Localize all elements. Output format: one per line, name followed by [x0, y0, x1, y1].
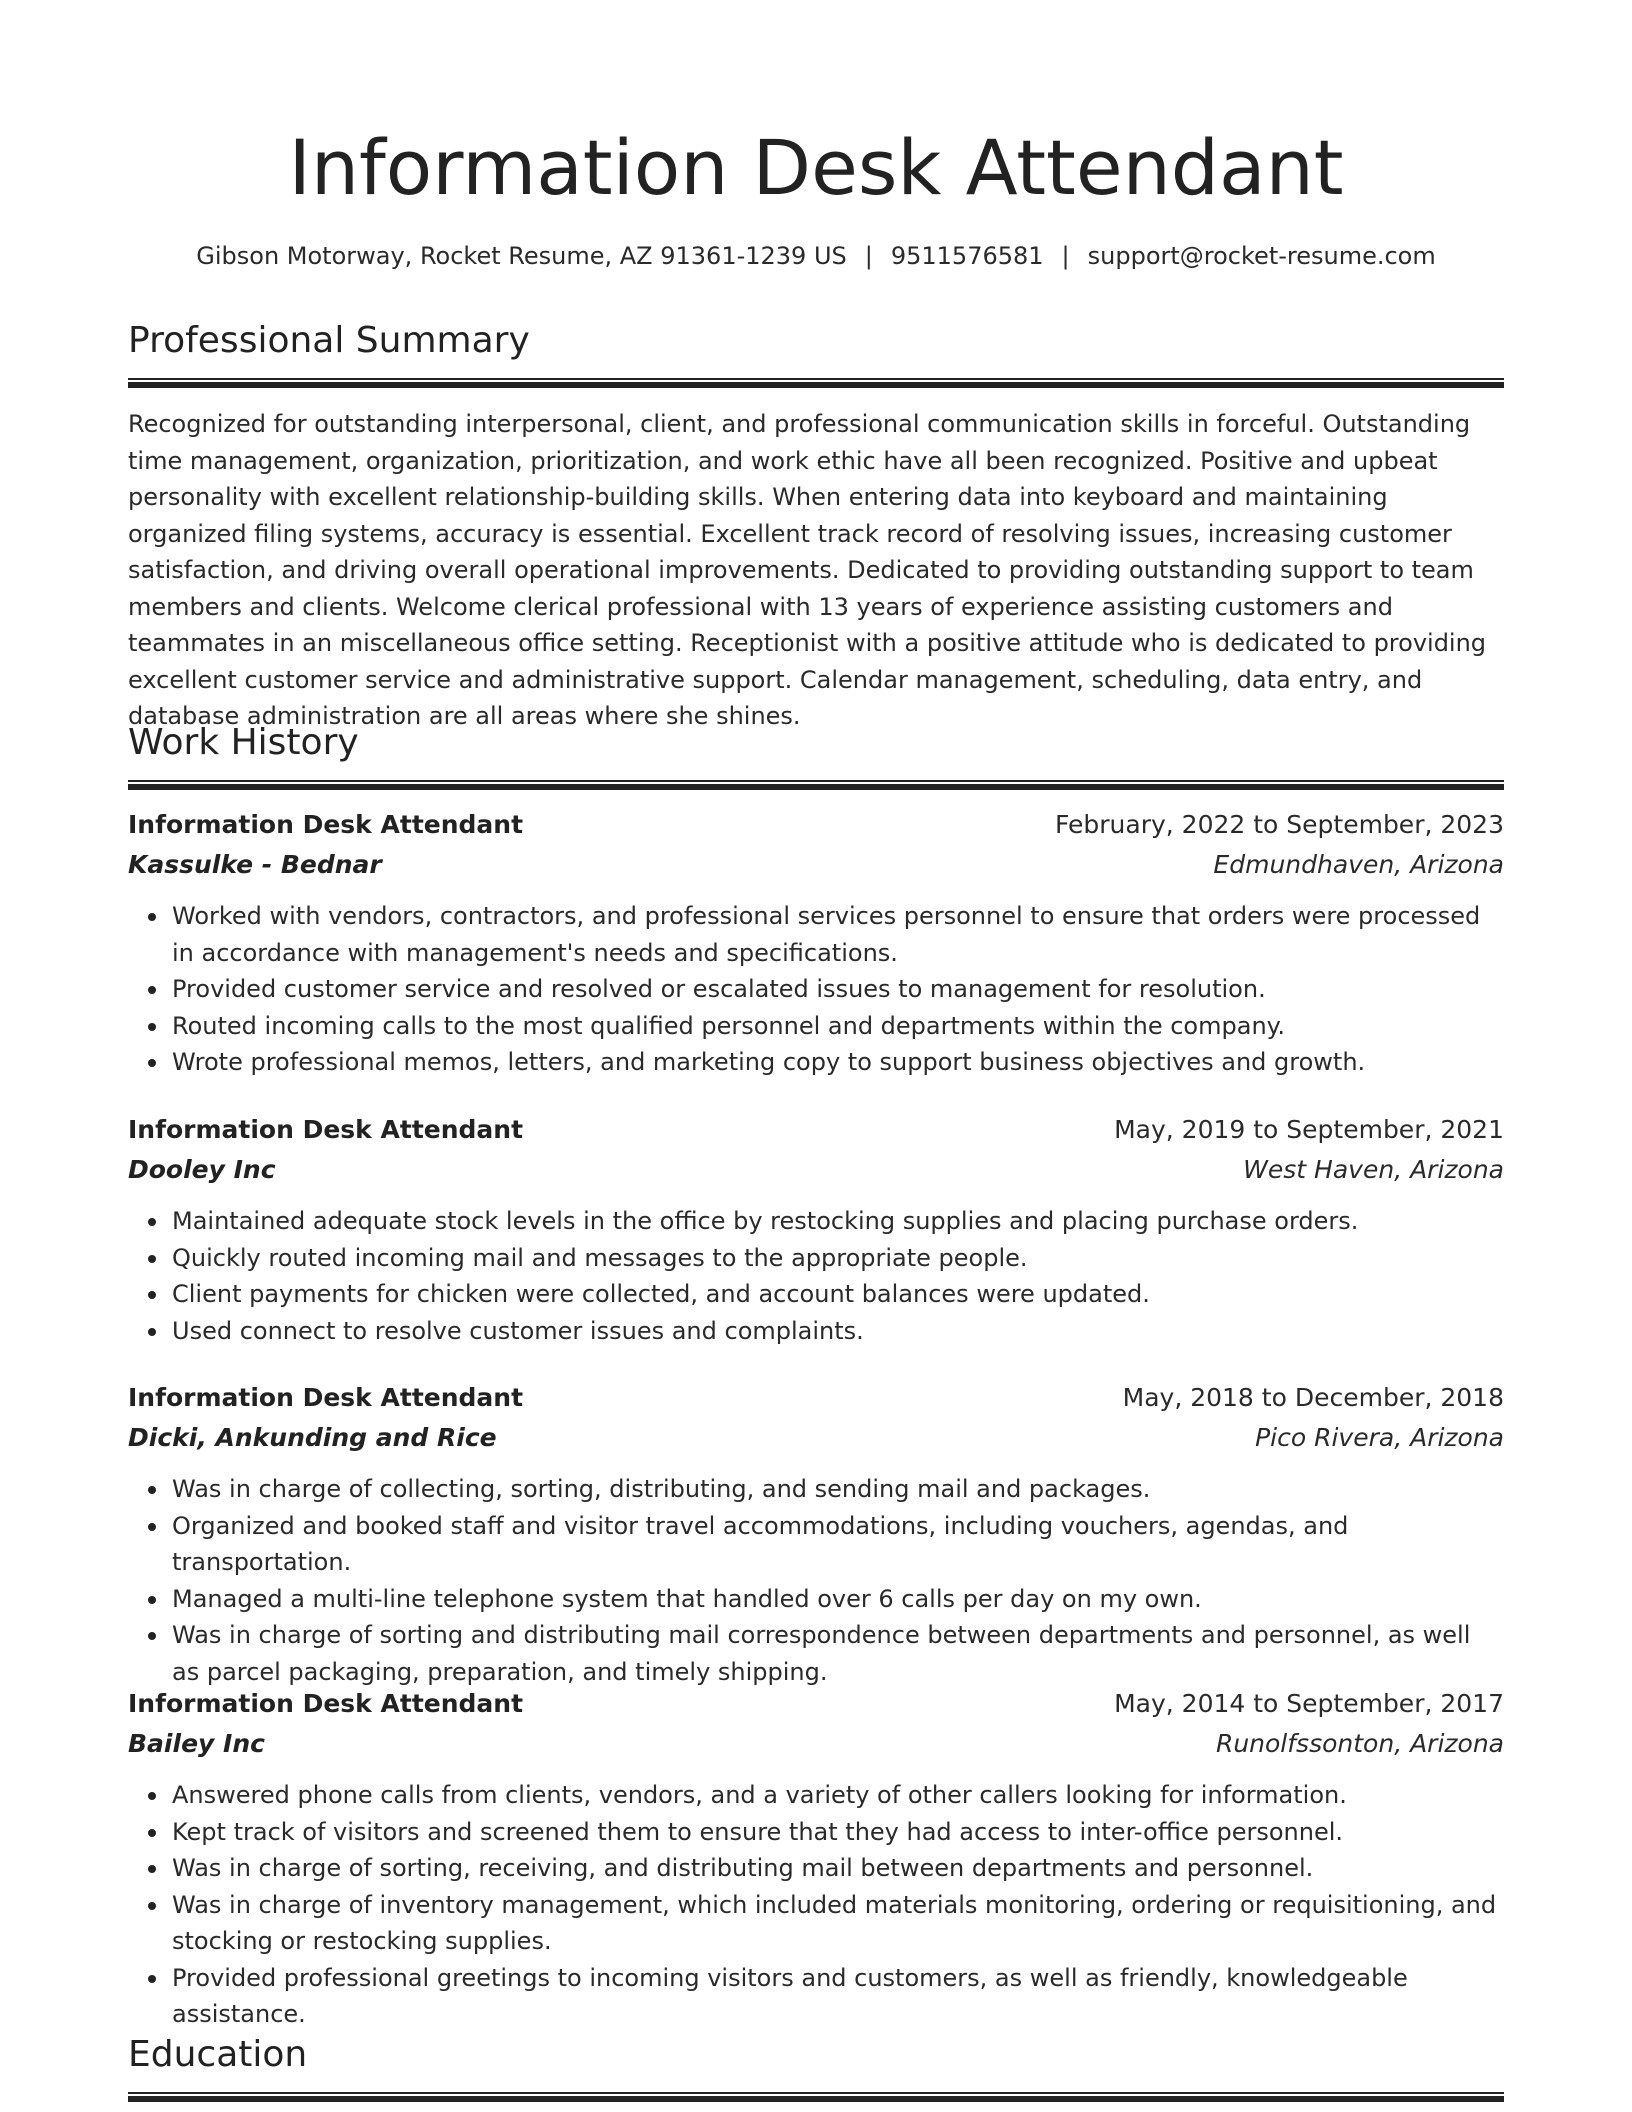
job-bullet: Maintained adequate stock levels in the office by restocking supplies and placing purchase orders.: [172, 1203, 1504, 1240]
job-company-row: [128, 1724, 1504, 1764]
job-company-row: [128, 1150, 1504, 1190]
candidate-name: Information Desk Attendant: [288, 123, 1344, 212]
section-title-work: Work History: [128, 722, 359, 763]
job-header-row: [128, 805, 1504, 845]
section-title-summary: Professional Summary: [128, 320, 530, 361]
job-company-row: [128, 1418, 1504, 1458]
job-header-row: [128, 1684, 1504, 1724]
job-location: Pico Rivera, Arizona: [1255, 1423, 1504, 1452]
contact-line: [128, 236, 1504, 276]
job-title: Information Desk Attendant: [128, 1383, 524, 1412]
section-divider: [128, 780, 1504, 790]
job-company: Dicki, Ankunding and Rice: [128, 1423, 497, 1452]
contact-email[interactable]: support@rocket-resume.com: [1087, 242, 1436, 270]
job-bullets: [128, 898, 1504, 1081]
section-title-education: Education: [128, 2034, 308, 2075]
job-bullets: [128, 1203, 1504, 1349]
job-bullet: Used connect to resolve customer issues and complaints.: [172, 1313, 1504, 1350]
job-bullet: Client payments for chicken were collected, and account balances were updated.: [172, 1276, 1504, 1313]
job-location: Edmundhaven, Arizona: [1213, 850, 1504, 879]
job-bullet: Managed a multi-line telephone system that handled over 6 calls per day on my own.: [172, 1581, 1504, 1618]
job-bullet: Organized and booked staff and visitor travel accommodations, including vouchers, agendas, and transportation.: [172, 1508, 1504, 1581]
job-bullet: Quickly routed incoming mail and messages to the appropriate people.: [172, 1240, 1504, 1277]
contact-separator: |: [864, 242, 873, 270]
job-title: Information Desk Attendant: [128, 1689, 524, 1718]
job-bullet: Worked with vendors, contractors, and professional services personnel to ensure that orders were processed in accordance with management's needs and specifications.: [172, 898, 1504, 971]
job-bullet: Was in charge of sorting and distributing mail correspondence between departments and personnel, as well as parcel packaging, preparation, and timely shipping.: [172, 1617, 1504, 1690]
job-bullet: Provided professional greetings to incoming visitors and customers, as well as friendly, knowledgeable assistance.: [172, 1960, 1504, 2033]
contact-separator: |: [1061, 242, 1070, 270]
summary-text: Recognized for outstanding interpersonal, client, and professional communication skills in forceful. Outstanding time management, organization, prioritization, and work ethic have all been recognized. Positive and upbeat personality with excellent relationship-building skills. When entering data into keyboard and maintaining organized filing systems, accuracy is essential. Excellent track record of resolving issues, increasing customer satisfaction, and driving overall operational improvements. Dedicated to providing outstanding support to team members and clients. Welcome clerical professional with 13 years of experience assisting customers and teammates in an miscellaneous office setting. Receptionist with a positive attitude who is dedicated to providing excellent customer service and administrative support. Calendar management, scheduling, data entry, and database administration are all areas where she shines.: [128, 410, 1487, 730]
professional-summary-header: [128, 316, 1504, 388]
job-dates: May, 2019 to September, 2021: [1114, 1115, 1504, 1144]
job-bullet: Routed incoming calls to the most qualified personnel and departments within the company.: [172, 1008, 1504, 1045]
job-title: Information Desk Attendant: [128, 810, 524, 839]
job-entry: [128, 1378, 1504, 1690]
job-entry: [128, 1110, 1504, 1349]
job-title: Information Desk Attendant: [128, 1115, 524, 1144]
job-bullet: Was in charge of inventory management, which included materials monitoring, ordering or requisitioning, and stocking or restocking supplies.: [172, 1887, 1504, 1960]
job-header-row: [128, 1110, 1504, 1150]
job-bullet: Provided customer service and resolved or escalated issues to management for resolution.: [172, 971, 1504, 1008]
job-company-row: [128, 845, 1504, 885]
job-location: Runolfssonton, Arizona: [1215, 1729, 1504, 1758]
job-bullet: Answered phone calls from clients, vendors, and a variety of other callers looking for information.: [172, 1777, 1504, 1814]
section-divider: [128, 378, 1504, 388]
job-company: Bailey Inc: [128, 1729, 265, 1758]
job-bullets: [128, 1777, 1504, 2033]
job-bullet: Kept track of visitors and screened them to ensure that they had access to inter-office personnel.: [172, 1814, 1504, 1851]
section-divider: [128, 2092, 1504, 2102]
job-company: Kassulke - Bednar: [128, 850, 382, 879]
job-entry: [128, 1684, 1504, 2033]
job-header-row: [128, 1378, 1504, 1418]
job-dates: May, 2014 to September, 2017: [1114, 1689, 1504, 1718]
job-location: West Haven, Arizona: [1243, 1155, 1504, 1184]
job-entry: [128, 805, 1504, 1081]
job-bullet: Wrote professional memos, letters, and marketing copy to support business objectives and growth.: [172, 1044, 1504, 1081]
job-bullet: Was in charge of collecting, sorting, distributing, and sending mail and packages.: [172, 1471, 1504, 1508]
education-header: [128, 2030, 1504, 2102]
job-company: Dooley Inc: [128, 1155, 276, 1184]
job-dates: February, 2022 to September, 2023: [1055, 810, 1504, 839]
work-history-header: [128, 718, 1504, 790]
contact-phone: 9511576581: [890, 242, 1044, 270]
job-dates: May, 2018 to December, 2018: [1122, 1383, 1504, 1412]
contact-address: Gibson Motorway, Rocket Resume, AZ 91361-1239 US: [196, 242, 847, 270]
job-bullet: Was in charge of sorting, receiving, and distributing mail between departments and personnel.: [172, 1850, 1504, 1887]
job-bullets: [128, 1471, 1504, 1690]
